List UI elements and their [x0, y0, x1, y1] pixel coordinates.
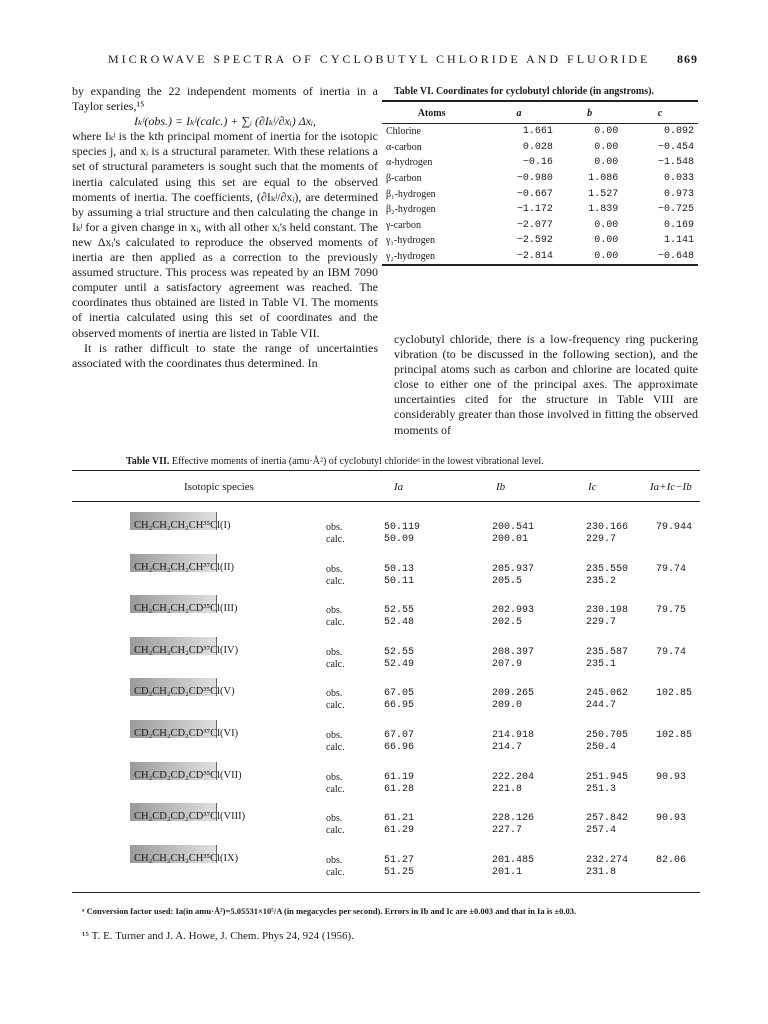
ib-values — [492, 688, 534, 712]
table-row — [72, 560, 700, 600]
ib-calc: 221.8 — [492, 783, 523, 795]
ic-values — [586, 564, 628, 588]
calc-label: calc. — [326, 825, 345, 837]
col-header: c — [657, 108, 663, 119]
table-cell: 0.028 — [522, 141, 553, 153]
ic-values — [586, 647, 628, 671]
col-header-ic: Ic — [588, 481, 597, 493]
ib-calc: 205.5 — [492, 575, 523, 587]
obs-calc-labels — [326, 855, 345, 879]
table-cell: −1.172 — [516, 204, 553, 216]
obs-calc-labels — [326, 564, 345, 588]
ic-calc: 235.1 — [586, 658, 617, 670]
ic-obs: 230.198 — [586, 605, 629, 617]
footnote-15: ¹⁵ T. E. Turner and J. A. Howe, J. Chem. Phys 24, 924 (1956). — [82, 930, 354, 942]
ic-obs: 250.705 — [586, 730, 629, 741]
ia-values — [384, 688, 414, 712]
ib-obs: 208.397 — [492, 646, 535, 658]
table-cell: 0.00 — [594, 219, 619, 231]
ia-values — [384, 647, 414, 671]
table-cell: 1.086 — [588, 173, 619, 185]
table7-footnote: ᵃ Conversion factor used: Ia(in amu·Å²)=5.05531×10⁵/A (in megacycles per second). Errors in Ib and Ic are ±0.003 and that in Ia is ±0.03. — [82, 906, 577, 916]
table-cell: −0.980 — [516, 173, 553, 185]
table7-caption-label: Table VII. — [126, 456, 170, 467]
table-row — [72, 518, 700, 558]
obs-calc-labels — [326, 813, 345, 837]
ib-obs: 202.993 — [492, 605, 535, 617]
table-cell: 0.00 — [594, 235, 619, 247]
table-cell: 0.169 — [663, 219, 694, 231]
left-column — [72, 84, 378, 371]
table7-caption-text: Effective moments of inertia (amu·Å²) of cyclobutyl chlorideᵃ in the lowest vibrational level. — [169, 456, 544, 467]
isotopic-species: CH₂CH₂CH₂CH³⁷Cl(II) — [134, 561, 235, 573]
ic-obs: 230.166 — [586, 522, 629, 533]
ic-obs: 232.274 — [586, 854, 629, 866]
ib-values — [492, 730, 534, 754]
table-row — [72, 851, 700, 891]
ic-calc: 231.8 — [586, 866, 617, 878]
ia-values — [384, 730, 414, 754]
table-row — [382, 186, 698, 202]
sum-value: 82.06 — [656, 854, 687, 866]
ia-obs: 61.19 — [384, 771, 415, 783]
ia-calc: 66.95 — [384, 700, 415, 712]
isotopic-species: CH₂CH₂CH₂CD³⁵Cl(III) — [134, 603, 238, 615]
ib-calc: 200.01 — [492, 534, 529, 545]
ic-values — [586, 730, 628, 754]
ia-obs: 50.13 — [384, 563, 415, 575]
obs-calc-labels — [326, 647, 345, 671]
calc-label: calc. — [326, 658, 345, 670]
ia-values — [384, 813, 414, 837]
ia-obs: 52.55 — [384, 646, 415, 658]
table-cell: −0.725 — [657, 204, 694, 216]
col-header-ia: Ia — [394, 481, 404, 493]
ic-obs: 245.062 — [586, 688, 629, 700]
table-cell: β₁-hydrogen — [386, 188, 436, 200]
table-cell: 1.661 — [522, 126, 553, 138]
table-row — [72, 809, 700, 849]
calc-label: calc. — [326, 617, 345, 629]
ic-calc: 250.4 — [586, 742, 617, 753]
ib-obs: 222.204 — [492, 771, 535, 783]
table-cell: −2.077 — [516, 219, 553, 231]
table-row — [382, 140, 698, 156]
table-cell: −0.16 — [522, 157, 553, 169]
table-cell: β-carbon — [386, 173, 422, 185]
table-cell: −2.814 — [516, 251, 553, 263]
ic-obs: 235.550 — [586, 563, 629, 575]
table-row — [72, 643, 700, 683]
ia-obs: 67.05 — [384, 688, 415, 700]
table-row — [72, 601, 700, 641]
ia-calc: 51.25 — [384, 866, 415, 878]
ia-calc: 52.49 — [384, 658, 415, 670]
table-cell: β₂-hydrogen — [386, 204, 436, 216]
ic-calc: 229.7 — [586, 534, 617, 545]
ib-values — [492, 605, 534, 629]
paragraph: where Iₖʲ is the kth principal moment of inertia for the isotopic species j, and xᵢ is a structural parameter. With these relations a set of structural parameters is sought such that the moments of inertia calculated using this set are equal to the observed moments of inertia. The coefficients, (∂Iₖʲ/∂xᵢ), are determined by assuming a trial structure and then calculating the change in Iₖʲ for a given change in xᵢ, with all other xᵢ's held constant. The new Δxᵢ's calculated to reproduce the observed moments of inertia are then applied as a correction to the previously assumed structure. This process was repeated by an IBM 7090 computer until a satisfactory agreement was reached. The coordinates thus obtained are listed in Table VI. The moments of inertia calculated using this set of coordinates and the observed moments of inertia are listed in Table VII. — [72, 129, 378, 340]
ib-obs: 200.541 — [492, 522, 535, 533]
obs-label: obs. — [326, 771, 343, 783]
obs-calc-labels — [326, 605, 345, 629]
ic-obs: 251.945 — [586, 771, 629, 783]
ib-values — [492, 813, 534, 837]
table-cell: γ-carbon — [386, 219, 421, 231]
ia-values — [384, 522, 420, 546]
table-cell: −1.548 — [657, 157, 694, 169]
table-cell: 0.973 — [663, 188, 694, 200]
ic-calc: 251.3 — [586, 783, 617, 795]
ib-values — [492, 522, 534, 546]
ic-values — [586, 772, 628, 796]
page-number: 869 — [677, 52, 698, 66]
obs-label: obs. — [326, 813, 343, 825]
table-cell: 1.141 — [663, 235, 694, 247]
obs-label: obs. — [326, 646, 343, 658]
ib-values — [492, 647, 534, 671]
ib-calc: 209.0 — [492, 700, 523, 712]
table-row — [382, 155, 698, 171]
calc-label: calc. — [326, 575, 345, 587]
equation: Iₖʲ(obs.) = Iₖʲ(calc.) + ∑ᵢ (∂Iₖʲ/∂xᵢ) Δxᵢ, — [133, 114, 316, 129]
ib-calc: 207.9 — [492, 658, 523, 670]
obs-label: obs. — [326, 522, 343, 533]
sum-value: 79.944 — [656, 522, 693, 533]
table-row — [72, 768, 700, 808]
paragraph: by expanding the 22 independent moments of inertia in a Taylor series,¹⁵ — [72, 84, 378, 114]
col-header-sum: Ia+Ic−Ib — [650, 481, 692, 493]
isotopic-species: CH₂CH₂CH₂CH³⁵Cl(IX) — [134, 852, 239, 864]
isotopic-species: CH₂CD₂CD₂CD³⁵Cl(VII) — [134, 769, 242, 781]
table-row — [382, 202, 698, 218]
calc-label: calc. — [326, 700, 345, 712]
ib-obs: 209.265 — [492, 688, 535, 700]
calc-label: calc. — [326, 783, 345, 795]
obs-label: obs. — [326, 730, 343, 741]
sum-value: 79.75 — [656, 605, 687, 617]
table-cell: 1.527 — [588, 188, 619, 200]
ia-calc: 61.29 — [384, 825, 415, 837]
ib-obs: 228.126 — [492, 813, 535, 825]
ia-values — [384, 772, 414, 796]
table-cell: −0.454 — [657, 141, 694, 153]
ic-calc: 235.2 — [586, 575, 617, 587]
ic-calc: 257.4 — [586, 825, 617, 837]
sum-value: 79.74 — [656, 646, 687, 658]
ia-calc: 50.09 — [384, 534, 415, 545]
obs-calc-labels — [326, 688, 345, 712]
ia-calc: 61.28 — [384, 783, 415, 795]
ib-values — [492, 772, 534, 796]
obs-label: obs. — [326, 854, 343, 866]
isotopic-species: CD₂CH₂CD₂CD³⁷Cl(VI) — [134, 728, 239, 739]
ia-obs: 52.55 — [384, 605, 415, 617]
table6 — [382, 100, 698, 266]
ic-obs: 235.587 — [586, 646, 629, 658]
table-cell: γ₁-hydrogen — [386, 235, 436, 247]
ic-obs: 257.842 — [586, 813, 629, 825]
table7-bottom-rule — [72, 892, 700, 893]
table7-caption — [126, 456, 706, 467]
ia-obs: 61.21 — [384, 813, 415, 825]
paragraph: It is rather difficult to state the range of uncertainties associated with the coordinates thus determined. In — [72, 340, 378, 370]
table-row — [382, 124, 698, 140]
calc-label: calc. — [326, 742, 345, 753]
ic-calc: 244.7 — [586, 700, 617, 712]
ia-calc: 52.48 — [384, 617, 415, 629]
table-row — [382, 171, 698, 187]
ic-values — [586, 522, 628, 546]
obs-label: obs. — [326, 563, 343, 575]
ib-calc: 202.5 — [492, 617, 523, 629]
table-cell: −0.667 — [516, 188, 553, 200]
ia-calc: 66.96 — [384, 742, 415, 753]
sum-value: 102.85 — [656, 730, 693, 741]
ib-obs: 214.918 — [492, 730, 535, 741]
table-cell: 0.00 — [594, 157, 619, 169]
table-cell: α-hydrogen — [386, 157, 433, 169]
table-cell: γ₂-hydrogen — [386, 251, 436, 263]
table-cell: 0.00 — [594, 251, 619, 263]
table-cell: 0.00 — [594, 126, 619, 138]
ia-values — [384, 605, 414, 629]
ib-values — [492, 564, 534, 588]
ia-calc: 50.11 — [384, 575, 415, 587]
ib-calc: 227.7 — [492, 825, 523, 837]
ib-calc: 201.1 — [492, 866, 523, 878]
ic-values — [586, 605, 628, 629]
sum-value: 90.93 — [656, 813, 687, 825]
ib-calc: 214.7 — [492, 742, 523, 753]
table-cell: α-carbon — [386, 141, 422, 153]
table-cell: Chlorine — [386, 126, 421, 138]
table-row — [382, 249, 698, 266]
paragraph: cyclobutyl chloride, there is a low-frequency ring puckering vibration (to be discussed in the following section), and the principal atoms such as carbon and chlorine are located quite close to either one of the principal axes. The approximate uncertainties cited for the structure in Table VIII are considerably greater than those involved in fitting the observed moments of — [394, 332, 698, 437]
table-row — [72, 684, 700, 724]
ic-values — [586, 813, 628, 837]
ib-obs: 201.485 — [492, 854, 535, 866]
isotopic-species: CH₂CD₂CD₂CD³⁷Cl(VIII) — [134, 811, 246, 823]
isotopic-species: CD₂CH₂CD₂CD³⁵Cl(V) — [134, 686, 235, 698]
ia-obs: 51.27 — [384, 854, 415, 866]
col-header: a — [516, 108, 522, 119]
col-header-ib: Ib — [496, 481, 506, 493]
ic-values — [586, 688, 628, 712]
obs-calc-labels — [326, 772, 345, 796]
calc-label: calc. — [326, 534, 345, 545]
obs-label: obs. — [326, 688, 343, 700]
table-row — [382, 218, 698, 234]
obs-calc-labels — [326, 730, 345, 754]
ic-values — [586, 855, 628, 879]
table6-caption: Table VI. Coordinates for cyclobutyl chloride (in angstroms). — [394, 86, 654, 97]
right-column — [394, 332, 698, 438]
ib-values — [492, 855, 534, 879]
ia-obs: 67.07 — [384, 730, 415, 741]
col-header: Atoms — [417, 108, 446, 119]
running-header — [108, 52, 698, 67]
obs-label: obs. — [326, 605, 343, 617]
ia-obs: 50.119 — [384, 522, 421, 533]
ib-obs: 205.937 — [492, 563, 535, 575]
ic-calc: 229.7 — [586, 617, 617, 629]
header-title: MICROWAVE SPECTRA OF CYCLOBUTYL CHLORIDE AND FLUORIDE — [108, 52, 651, 66]
table7-header — [72, 470, 700, 502]
table-cell: 0.00 — [594, 141, 619, 153]
table-cell: 1.839 — [588, 204, 619, 216]
isotopic-species: CH₂CH₂CH₂CD³⁷Cl(IV) — [134, 644, 239, 656]
col-header-species: Isotopic species — [184, 481, 254, 493]
sum-value: 79.74 — [656, 563, 687, 575]
obs-calc-labels — [326, 522, 345, 546]
table-cell: −0.648 — [657, 251, 694, 263]
sum-value: 90.93 — [656, 771, 687, 783]
table-cell: 0.033 — [663, 173, 694, 185]
table-cell: −2.592 — [516, 235, 553, 247]
sum-value: 102.85 — [656, 688, 693, 700]
isotopic-species: CH₂CH₂CH₂CH³⁵Cl(I) — [134, 520, 231, 531]
table-cell: 0.092 — [663, 126, 694, 138]
table-row — [382, 233, 698, 249]
table-row — [72, 726, 700, 766]
col-header: b — [587, 108, 593, 119]
calc-label: calc. — [326, 866, 345, 878]
ia-values — [384, 855, 414, 879]
ia-values — [384, 564, 414, 588]
